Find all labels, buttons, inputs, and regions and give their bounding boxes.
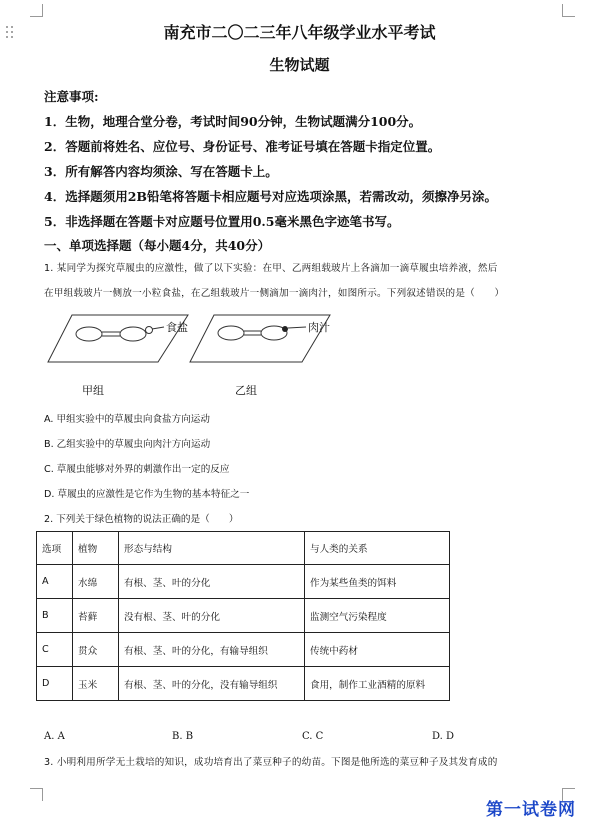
juice-pointer xyxy=(288,327,306,328)
q1-stem-line-2: 在甲组载玻片一侧放一小粒食盐，在乙组载玻片一侧滴加一滴肉汁，如图所示。下列叙述错误的是（ ） xyxy=(44,288,505,299)
label-group-b: 乙组 xyxy=(235,384,257,397)
q1-stem-line-1: 1. 某同学为探究草履虫的应激性，做了以下实验：在甲、乙两组载玻片上各滴加一滴草履虫培养液，然后 xyxy=(44,263,498,274)
salt-pointer xyxy=(152,327,164,329)
table-cell: 食用，制作工业酒精的原料 xyxy=(305,667,450,701)
table-header-row xyxy=(37,532,450,565)
table-row xyxy=(37,599,450,633)
q1-option-a[interactable]: A. 甲组实验中的草履虫向食盐方向运动 xyxy=(44,414,210,425)
label-group-a: 甲组 xyxy=(82,384,104,397)
table-cell: 没有根、茎、叶的分化 xyxy=(119,599,305,633)
table-cell: 作为某些鱼类的饵料 xyxy=(305,565,450,599)
q2-stem: 2. 下列关于绿色植物的说法正确的是（ ） xyxy=(44,514,239,525)
notice-item-4: 4．选择题须用2B铅笔将答题卡相应题号对应选项涂黑，若需改动，须擦净另涂。 xyxy=(44,189,497,204)
table-cell: B xyxy=(37,599,73,633)
q2-answer-b[interactable]: B. B xyxy=(172,731,194,742)
juice-drop xyxy=(282,326,288,332)
table-cell: 有根、茎、叶的分化 xyxy=(119,565,305,599)
crop-mark-bottom-left xyxy=(30,788,43,801)
q2-table xyxy=(36,531,450,701)
table-row xyxy=(37,565,450,599)
q2-answer-d[interactable]: D. D xyxy=(432,731,455,742)
q3-stem: 3. 小明利用所学无土栽培的知识，成功培育出了菜豆种子的幼苗。下图是他所选的菜豆种子及其发育成的 xyxy=(44,757,498,768)
table-header-cell: 植物 xyxy=(73,532,119,565)
q1-option-c[interactable]: C. 草履虫能够对外界的刺激作出一定的反应 xyxy=(44,464,230,475)
table-row xyxy=(37,633,450,667)
notice-item-3: 3．所有解答内容均须涂、写在答题卡上。 xyxy=(44,164,278,179)
table-cell: 玉米 xyxy=(73,667,119,701)
salt-grain xyxy=(146,327,153,334)
table-header-cell: 形态与结构 xyxy=(119,532,305,565)
section-heading: 一、单项选择题（每小题4分，共40分） xyxy=(44,238,271,253)
table-row xyxy=(37,667,450,701)
table-cell: 有根、茎、叶的分化，没有输导组织 xyxy=(119,667,305,701)
label-salt: 食盐 xyxy=(166,321,188,334)
q1-option-b[interactable]: B. 乙组实验中的草履虫向肉汁方向运动 xyxy=(44,439,211,450)
q1-option-d[interactable]: D. 草履虫的应激性是它作为生物的基本特征之一 xyxy=(44,489,250,500)
q2-answer-c[interactable]: C. C xyxy=(302,731,324,742)
drop-b-left xyxy=(218,326,244,340)
notice-item-1: 1．生物，地理合堂分卷，考试时间90分钟，生物试题满分100分。 xyxy=(44,114,422,129)
table-cell: 水绵 xyxy=(73,565,119,599)
table-cell: 贯众 xyxy=(73,633,119,667)
notice-item-5: 5．非选择题在答题卡对应题号位置用0.5毫米黑色字迹笔书写。 xyxy=(44,214,400,229)
exam-subject: 生物试题 xyxy=(269,56,330,74)
table-header-cell: 选项 xyxy=(37,532,73,565)
table-cell: D xyxy=(37,667,73,701)
drop-a-left xyxy=(76,327,102,341)
crop-mark-top-right xyxy=(562,4,575,17)
table-cell: 有根、茎、叶的分化，有输导组织 xyxy=(119,633,305,667)
crop-mark-top-left xyxy=(30,4,43,17)
drop-a-right xyxy=(120,327,146,341)
q2-answer-a[interactable]: A. A xyxy=(44,731,65,742)
table-cell: 苔藓 xyxy=(73,599,119,633)
table-cell: 传统中药材 xyxy=(305,633,450,667)
exam-title: 南充市二〇二三年八年级学业水平考试 xyxy=(163,23,436,42)
label-juice: 肉汁 xyxy=(308,321,330,334)
table-header-cell: 与人类的关系 xyxy=(305,532,450,565)
table-cell: C xyxy=(37,633,73,667)
site-watermark: 第一试卷网 xyxy=(486,800,576,820)
notice-item-2: 2．答题前将姓名、应位号、身份证号、准考证号填在答题卡指定位置。 xyxy=(44,139,441,154)
table-cell: 监测空气污染程度 xyxy=(305,599,450,633)
table-cell: A xyxy=(37,565,73,599)
notice-heading: 注意事项: xyxy=(44,89,99,104)
